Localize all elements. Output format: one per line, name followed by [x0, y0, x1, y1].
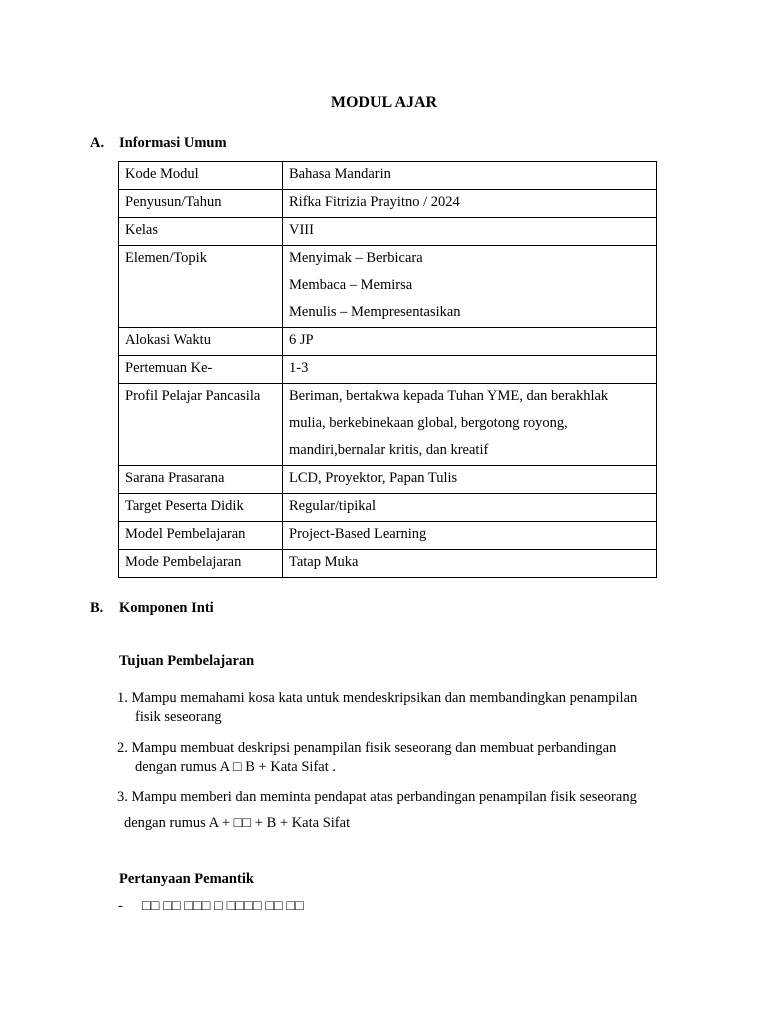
table-row [119, 328, 657, 356]
row-label: Penyusun/Tahun [119, 190, 283, 218]
row-label: Sarana Prasarana [119, 466, 283, 494]
row-label: Model Pembelajaran [119, 522, 283, 550]
objective-item [117, 689, 677, 727]
list-dash: - [118, 898, 123, 914]
row-value-line: Beriman, bertakwa kepada Tuhan YME, dan berakhlak [289, 388, 609, 404]
pemantik-heading: Pertanyaan Pemantik [119, 871, 254, 887]
table-row [119, 466, 657, 494]
info-table [118, 161, 657, 578]
objective-item [117, 739, 677, 777]
section-a-title: Informasi Umum [119, 135, 227, 151]
row-value-line: Project-Based Learning [289, 526, 427, 542]
row-label: Pertemuan Ke- [119, 356, 283, 384]
row-value-line: Tatap Muka [289, 554, 359, 570]
section-a-heading [90, 135, 227, 152]
objective-line-cont: dengan rumus A □ B + Kata Sifat . [135, 759, 336, 775]
row-value-line: VIII [289, 222, 314, 238]
table-row [119, 384, 657, 466]
row-value-line: Bahasa Mandarin [289, 166, 391, 182]
table-row [119, 356, 657, 384]
row-value [283, 550, 657, 578]
objective-line: 1. Mampu memahami kosa kata untuk mendeskripsikan dan membandingkan penampilan [117, 690, 638, 706]
row-value-line: Menyimak – Berbicara [289, 250, 423, 266]
row-label: Profil Pelajar Pancasila [119, 384, 283, 466]
row-value [283, 522, 657, 550]
pemantik-question [118, 898, 304, 915]
row-value [283, 356, 657, 384]
row-label: Elemen/Topik [119, 246, 283, 328]
question-text: □□ □□ □□□ □ □□□□ □□ □□ [142, 898, 304, 914]
table-row [119, 494, 657, 522]
table-row [119, 218, 657, 246]
row-value-line: mulia, berkebinekaan global, bergotong royong, [289, 415, 568, 431]
row-value-line: mandiri,bernalar kritis, dan kreatif [289, 442, 489, 458]
table-row [119, 162, 657, 190]
row-value [283, 384, 657, 466]
row-label: Mode Pembelajaran [119, 550, 283, 578]
row-value [283, 466, 657, 494]
section-a-letter: A. [90, 135, 105, 151]
row-value [283, 190, 657, 218]
table-row [119, 550, 657, 578]
row-value-line: 1-3 [289, 360, 309, 376]
row-value [283, 246, 657, 328]
row-label: Target Peserta Didik [119, 494, 283, 522]
objective-line-cont: dengan rumus A + □□ + B + Kata Sifat [124, 815, 351, 831]
row-value [283, 494, 657, 522]
table-row [119, 522, 657, 550]
tujuan-heading: Tujuan Pembelajaran [119, 653, 255, 669]
row-value-line: Menulis – Mempresentasikan [289, 304, 461, 320]
objective-line: 3. Mampu memberi dan meminta pendapat atas perbandingan penampilan fisik seseorang [117, 789, 637, 805]
table-row [119, 246, 657, 328]
objective-line: 2. Mampu membuat deskripsi penampilan fisik seseorang dan membuat perbandingan [117, 740, 617, 756]
row-label: Alokasi Waktu [119, 328, 283, 356]
page-title: MODUL AJAR [330, 94, 438, 111]
row-value-line: Rifka Fitrizia Prayitno / 2024 [289, 194, 460, 210]
objective-item [117, 788, 677, 807]
row-value [283, 218, 657, 246]
objective-line-cont: fisik seseorang [135, 709, 222, 725]
section-b-heading [90, 600, 214, 617]
row-value [283, 328, 657, 356]
row-value-line: 6 JP [289, 332, 314, 348]
row-value-line: LCD, Proyektor, Papan Tulis [289, 470, 458, 486]
table-row [119, 190, 657, 218]
row-value [283, 162, 657, 190]
row-value-line: Membaca – Memirsa [289, 277, 413, 293]
section-b-title: Komponen Inti [119, 600, 214, 616]
row-label: Kode Modul [119, 162, 283, 190]
row-label: Kelas [119, 218, 283, 246]
section-b-letter: B. [90, 600, 104, 616]
row-value-line: Regular/tipikal [289, 498, 376, 514]
